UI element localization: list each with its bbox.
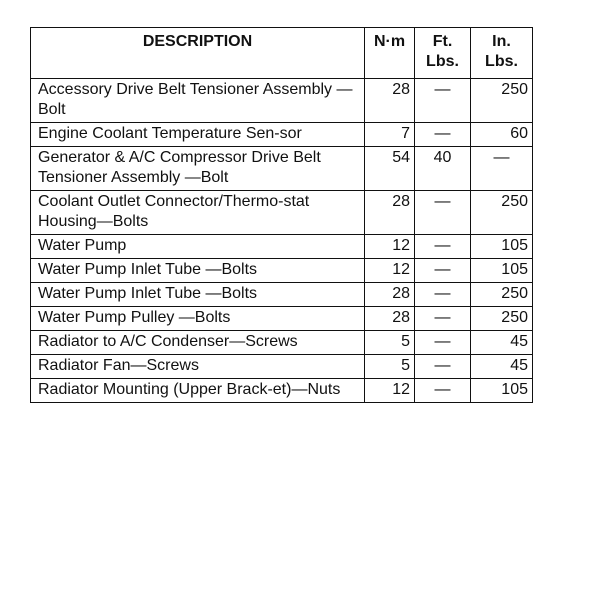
row-ft-lbs: —: [415, 355, 471, 379]
row-nm: 7: [365, 123, 415, 147]
row-nm: 5: [365, 331, 415, 355]
row-ft-lbs: —: [415, 379, 471, 403]
row-description: Water Pump: [31, 235, 365, 259]
row-ft-lbs: —: [415, 283, 471, 307]
row-nm: 28: [365, 79, 415, 123]
row-ft-lbs: —: [415, 331, 471, 355]
row-in-lbs: 60: [471, 123, 533, 147]
row-in-lbs: 250: [471, 79, 533, 123]
row-in-lbs: 105: [471, 235, 533, 259]
row-in-lbs: 250: [471, 191, 533, 235]
row-nm: 12: [365, 235, 415, 259]
row-description: Generator & A/C Compressor Drive Belt Tensioner Assembly —Bolt: [31, 147, 365, 191]
row-ft-lbs: 40: [415, 147, 471, 191]
row-ft-lbs: —: [415, 259, 471, 283]
row-in-lbs: 105: [471, 259, 533, 283]
row-description: Water Pump Pulley —Bolts: [31, 307, 365, 331]
table-row: [31, 123, 533, 147]
row-in-lbs: 45: [471, 331, 533, 355]
header-description: DESCRIPTION: [31, 28, 365, 79]
header-in-line1: In.: [492, 33, 511, 50]
row-in-lbs: —: [471, 147, 533, 191]
row-in-lbs: 250: [471, 283, 533, 307]
row-description: Radiator to A/C Condenser—Screws: [31, 331, 365, 355]
row-nm: 28: [365, 283, 415, 307]
row-nm: 12: [365, 259, 415, 283]
row-ft-lbs: —: [415, 235, 471, 259]
table-row: [31, 147, 533, 191]
row-description: Water Pump Inlet Tube —Bolts: [31, 259, 365, 283]
table-row: [31, 379, 533, 403]
row-description: Engine Coolant Temperature Sen-sor: [31, 123, 365, 147]
table-row: [31, 283, 533, 307]
table-row: [31, 331, 533, 355]
row-ft-lbs: —: [415, 79, 471, 123]
table-body: [31, 79, 533, 403]
table-row: [31, 307, 533, 331]
header-ft-lbs: [415, 28, 471, 79]
row-description: Radiator Fan—Screws: [31, 355, 365, 379]
row-ft-lbs: —: [415, 123, 471, 147]
header-row: [31, 28, 533, 79]
row-description: Water Pump Inlet Tube —Bolts: [31, 283, 365, 307]
header-in-lbs: [471, 28, 533, 79]
row-description: Radiator Mounting (Upper Brack-et)—Nuts: [31, 379, 365, 403]
row-ft-lbs: —: [415, 191, 471, 235]
table-row: [31, 191, 533, 235]
table-row: [31, 235, 533, 259]
row-nm: 12: [365, 379, 415, 403]
header-ft-line1: Ft.: [432, 33, 453, 50]
header-nm: N·m: [365, 28, 415, 79]
header-ft-line2: Lbs.: [426, 53, 459, 70]
table-header: [31, 28, 533, 79]
row-nm: 5: [365, 355, 415, 379]
table-row: [31, 79, 533, 123]
table-row: [31, 355, 533, 379]
torque-spec-table: [30, 27, 533, 403]
row-nm: 54: [365, 147, 415, 191]
row-description: Coolant Outlet Connector/Thermo-stat Housing—Bolts: [31, 191, 365, 235]
row-ft-lbs: —: [415, 307, 471, 331]
row-description: Accessory Drive Belt Tensioner Assembly —Bolt: [31, 79, 365, 123]
row-in-lbs: 105: [471, 379, 533, 403]
row-nm: 28: [365, 191, 415, 235]
table-row: [31, 259, 533, 283]
header-in-line2: Lbs.: [485, 53, 518, 70]
row-in-lbs: 250: [471, 307, 533, 331]
row-in-lbs: 45: [471, 355, 533, 379]
row-nm: 28: [365, 307, 415, 331]
